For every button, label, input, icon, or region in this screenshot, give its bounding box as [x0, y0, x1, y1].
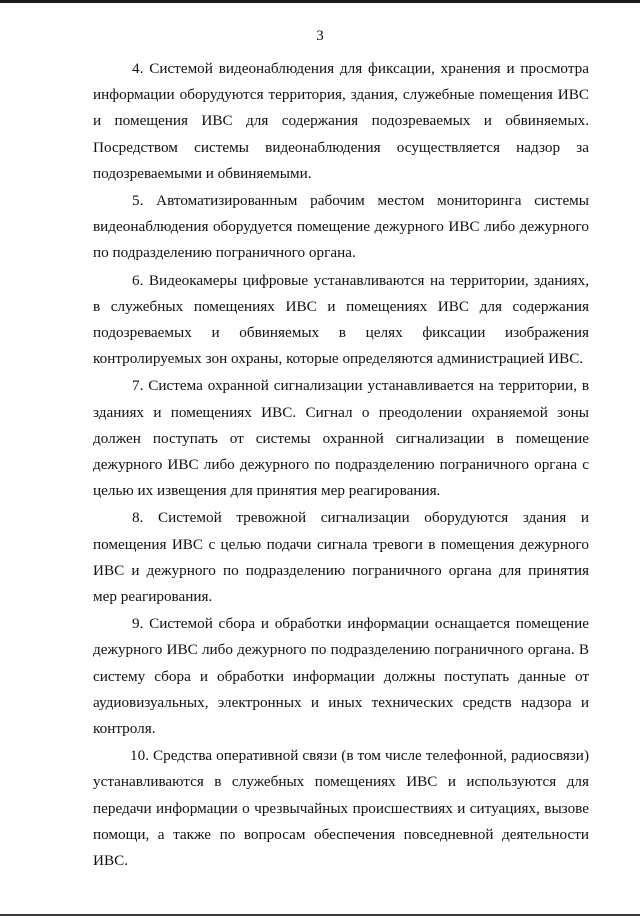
paragraph-4: 4. Системой видеонаблюдения для фиксации, хранения и просмотра информации оборудуются территория, здания, служебные помещения ИВС и помещения ИВС для содержания подозреваемых и обвиняемых. Посредством системы видеонаблюдения осуществляется надзор за подозреваемыми и обвиняемыми.	[93, 60, 589, 182]
paragraph-9: 9. Системой сбора и обработки информации оснащается помещение дежурного ИВС либо дежурного по подразделению пограничного органа. В систему сбора и обработки информации должны поступать данные от аудиовизуальных, электронных и иных технических средств надзора и контроля.	[93, 615, 589, 738]
paragraph-6: 6. Видеокамеры цифровые устанавливаются на территории, зданиях, в служебных помещениях ИВС и помещениях ИВС для содержания подозреваемых и обвиняемых в целях фиксации изображения контролируемых зон охраны, которые определяются администрацией ИВС.	[93, 271, 589, 368]
paragraph-8: 8. Системой тревожной сигнализации оборудуются здания и помещения ИВС с целью подачи сигнала тревоги в помещения дежурного ИВС и дежурного по подразделению пограничного органа для принятия мер реагирования.	[93, 509, 589, 606]
paragraph-7: 7. Система охранной сигнализации устанавливается на территории, в зданиях и помещениях ИВС. Сигнал о преодолении охраняемой зоны должен поступать от системы охранной сигнализации в помещение дежурного ИВС либо дежурного по подразделению пограничного органа с целью их извещения для принятия мер реагирования.	[93, 377, 589, 500]
document-body	[93, 56, 589, 875]
scan-top-edge	[0, 0, 640, 3]
page-number: 3	[316, 28, 324, 44]
paragraph-5: 5. Автоматизированным рабочим местом мониторинга системы видеонаблюдения оборудуется помещение дежурного ИВС либо дежурного по подразделению пограничного органа.	[93, 192, 589, 262]
paragraph-10: 10. Средства оперативной связи (в том числе телефонной, радиосвязи) устанавливаются в служебных помещениях ИВС и используются для передачи информации о чрезвычайных происшествиях и ситуациях, вызове помощи, а также по вопросам обеспечения повседневной деятельности ИВС.	[93, 747, 589, 870]
